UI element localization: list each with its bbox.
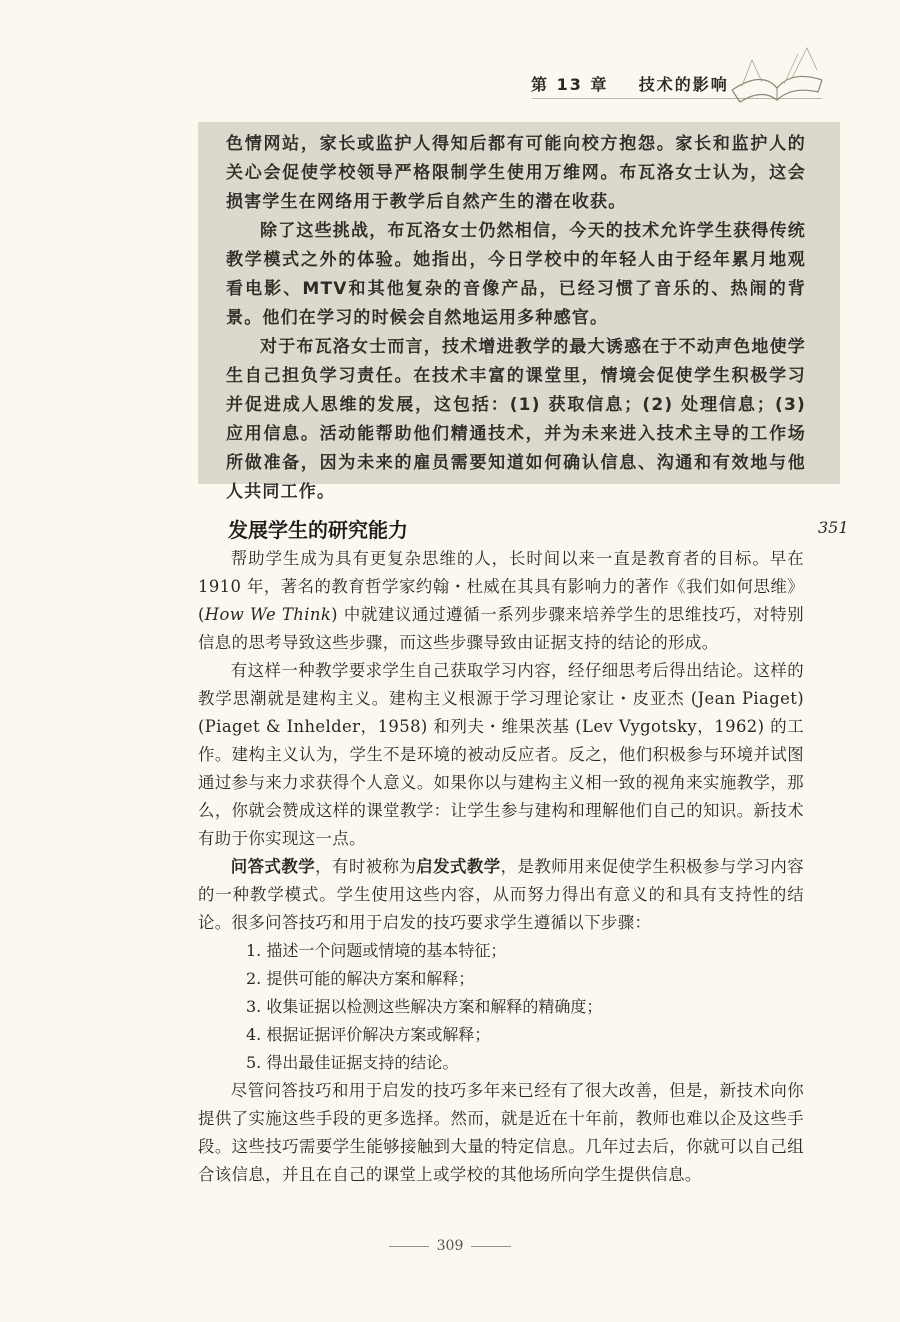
term-bold: 问答式教学 <box>230 857 316 876</box>
page-number: 309 <box>436 1238 464 1254</box>
footer-rule <box>389 1246 429 1247</box>
margin-page-number: 351 <box>818 518 849 537</box>
main-text <box>198 545 804 1189</box>
box-paragraph: 色情网站，家长或监护人得知后都有可能向校方抱怨。家长和监护人的关心会促使学校领导严格限制学生使用万维网。布瓦洛女士认为，这会损害学生在网络用于教学后自然产生的潜在收获。 <box>226 134 806 212</box>
box-paragraph: 对于布瓦洛女士而言，技术增进教学的最大诱惑在于不动声色地使学生自己担负学习责任。在技术丰富的课堂里，情境会促使学生积极学习并促进成人思维的发展，这包括：(1) 获取信息；(2) 处理信息；(3) 应用信息。活动能帮助他们精通技术，并为未来进入技术主导的工作场所做准备，因为未来的雇员需要知道如何确认信息、沟通和有效地与他人共同工作。 <box>226 337 806 502</box>
chapter-number: 第 13 章 <box>531 75 609 94</box>
case-study-box <box>198 122 840 502</box>
list-item: 2. 提供可能的解决方案和解释； <box>246 969 475 988</box>
open-book-icon <box>722 40 832 110</box>
body-paragraph: 帮助学生成为具有更复杂思维的人，长时间以来一直是教育者的目标。早在 1910 年，著名的教育哲学家约翰・杜威在其具有影响力的著作《我们如何思维》(How We Think) 中就建议通过遵循一系列步骤来培养学生的思维技巧，对特别信息的思考导致这些步骤，而这些步骤导致由证据支持的结论的形成。 <box>198 549 805 652</box>
body-paragraph: 尽管问答技巧和用于启发的技巧多年来已经有了很大改善，但是，新技术向你提供了实施这些手段的更多选择。然而，就是近在十年前，教师也难以企及这些手段。这些技巧需要学生能够接触到大量的特定信息。几年过去后，你就可以自己组合该信息，并且在自己的课堂上或学校的其他场所向学生提供信息。 <box>198 1081 804 1184</box>
list-item: 5. 得出最佳证据支持的结论。 <box>246 1053 459 1072</box>
list-item: 3. 收集证据以检测这些解决方案和解释的精确度； <box>246 997 603 1016</box>
body-paragraph: 问答式教学，有时被称为启发式教学，是教师用来促使学生积极参与学习内容的一种教学模式。学生使用这些内容，从而努力得出有意义的和具有支持性的结论。很多问答技巧和用于启发的技巧要求学生遵循以下步骤： <box>198 857 805 932</box>
footer-rule <box>471 1246 511 1247</box>
book-title-english: How We Think <box>204 605 332 624</box>
chapter-title: 技术的影响 <box>638 75 729 94</box>
section-heading: 发展学生的研究能力 <box>228 518 408 542</box>
steps-list <box>198 937 804 1077</box>
page-footer <box>370 1238 530 1254</box>
box-paragraph: 除了这些挑战，布瓦洛女士仍然相信，今天的技术允许学生获得传统教学模式之外的体验。她指出，今日学校中的年轻人由于经年累月地观看电影、MTV和其他复杂的音像产品，已经习惯了音乐的、热闹的背景。他们在学习的时候会自然地运用多种感官。 <box>226 221 806 328</box>
list-item: 1. 描述一个问题或情境的基本特征； <box>246 941 507 960</box>
body-paragraph: 有这样一种教学要求学生自己获取学习内容，经仔细思考后得出结论。这样的教学思潮就是建构主义。建构主义根源于学习理论家让・皮亚杰 (Jean Piaget) (Piaget & Inhelder，1958) 和列夫・维果茨基 (Lev Vygotsky，1962) 的工作。建构主义认为，学生不是环境的被动反应者。反之，他们积极参与环境并试图通过参与来力求获得个人意义。如果你以与建构主义相一致的视角来实施教学，那么，你就会赞成这样的课堂教学：让学生参与建构和理解他们自己的知识。新技术有助于你实现这一点。 <box>198 661 804 848</box>
list-item: 4. 根据证据评价解决方案或解释； <box>246 1025 491 1044</box>
term-bold: 启发式教学 <box>416 857 501 876</box>
